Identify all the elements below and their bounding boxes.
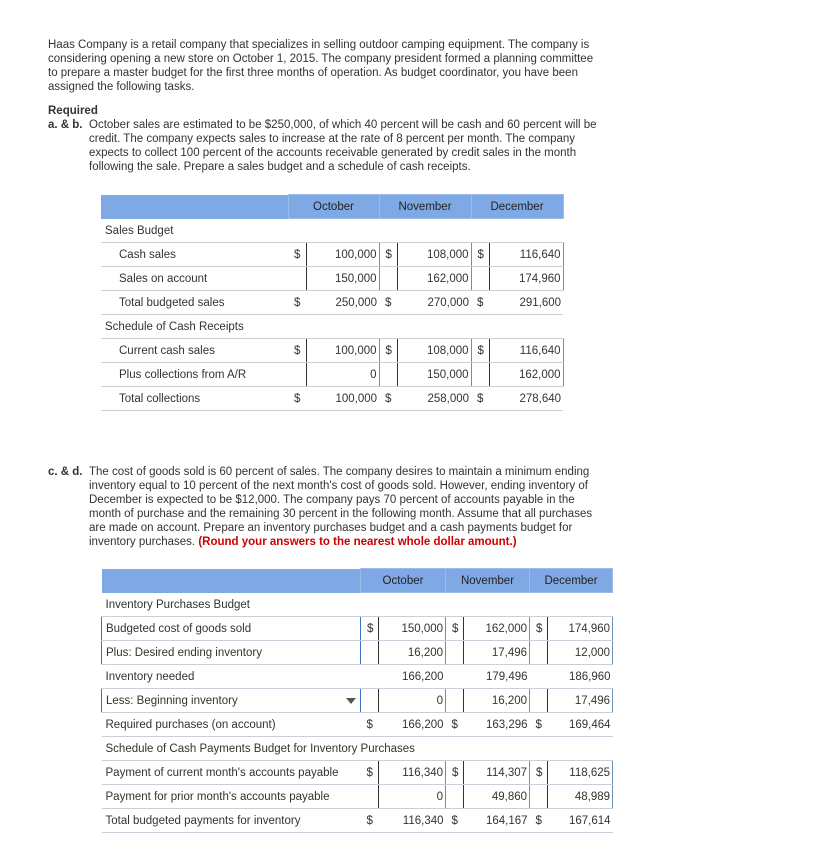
row-label: Inventory needed: [102, 665, 361, 689]
dropdown-value: Less: Beginning inventory: [106, 694, 238, 707]
currency-symbol: $: [361, 713, 379, 737]
value-input[interactable]: 116,640: [489, 243, 563, 267]
table-row: [101, 363, 563, 387]
table-row: [101, 339, 563, 363]
value-input[interactable]: 0: [306, 363, 379, 387]
value-input[interactable]: 174,960: [548, 617, 613, 641]
header-october: October: [288, 195, 379, 219]
currency-symbol: $: [379, 339, 397, 363]
row-label-input[interactable]: Budgeted cost of goods sold: [102, 617, 361, 641]
section-sales-budget: Sales Budget: [101, 219, 563, 243]
table-row: [101, 291, 563, 315]
cd-line: are made on account. Prepare an inventory purchases budget and a cash payments budget for: [89, 522, 573, 534]
row-label: Current cash sales: [101, 339, 288, 363]
table-row: [102, 713, 613, 737]
value-input[interactable]: 150,000: [379, 617, 446, 641]
ab-line: following the sale. Prepare a sales budget and a schedule of cash receipts.: [89, 161, 471, 173]
currency-symbol: [446, 665, 464, 689]
currency-symbol: $: [446, 713, 464, 737]
currency-symbol: [361, 641, 379, 665]
section-cash-receipts: Schedule of Cash Receipts: [101, 315, 563, 339]
section-row: [102, 737, 613, 761]
currency-symbol: [361, 689, 379, 713]
value-input[interactable]: 116,640: [489, 339, 563, 363]
currency-symbol: $: [379, 243, 397, 267]
value-cell: 291,600: [489, 291, 563, 315]
currency-symbol: $: [288, 243, 306, 267]
row-label: Plus collections from A/R: [101, 363, 288, 387]
cd-last-plain: inventory purchases.: [89, 536, 196, 548]
currency-symbol: [361, 665, 379, 689]
value-input[interactable]: 162,000: [489, 363, 563, 387]
value-cell: 169,464: [548, 713, 613, 737]
cd-label: c. & d.: [48, 466, 83, 478]
beginning-inventory-dropdown[interactable]: [102, 689, 361, 713]
currency-symbol: $: [288, 339, 306, 363]
value-input[interactable]: 108,000: [397, 339, 471, 363]
row-label-input[interactable]: Plus: Desired ending inventory: [102, 641, 361, 665]
row-label: Required purchases (on account): [102, 713, 361, 737]
currency-symbol: [379, 267, 397, 291]
intro-line: Haas Company is a retail company that specializes in selling outdoor camping equipment. The company is: [48, 39, 590, 51]
ab-line: expects to collect 100 percent of the accounts receivable generated by credit sales in the month: [89, 147, 577, 159]
currency-symbol: $: [530, 809, 548, 833]
currency-symbol: $: [446, 809, 464, 833]
currency-symbol: $: [530, 713, 548, 737]
currency-symbol: $: [379, 291, 397, 315]
value-input[interactable]: 12,000: [548, 641, 613, 665]
header-december: December: [471, 195, 563, 219]
table-row: [102, 617, 613, 641]
currency-symbol: [446, 785, 464, 809]
row-label: Total budgeted payments for inventory: [102, 809, 361, 833]
table-row: [101, 267, 563, 291]
value-input[interactable]: 174,960: [489, 267, 563, 291]
currency-symbol: $: [471, 387, 489, 411]
row-label: Payment of current month's accounts payable: [102, 761, 361, 785]
value-cell: 163,296: [464, 713, 530, 737]
currency-symbol: $: [446, 617, 464, 641]
value-input[interactable]: 17,496: [464, 641, 530, 665]
value-cell: 116,340: [379, 809, 446, 833]
currency-symbol: $: [446, 761, 464, 785]
value-input[interactable]: 114,307: [464, 761, 530, 785]
value-cell: 166,200: [379, 665, 446, 689]
table-header-row: [101, 195, 563, 219]
section-inventory-purchases: Inventory Purchases Budget: [102, 593, 613, 617]
row-label: Total collections: [101, 387, 288, 411]
header-blank: [101, 195, 288, 219]
value-cell: 270,000: [397, 291, 471, 315]
value-input[interactable]: 0: [379, 689, 446, 713]
ab-line: credit. The company expects sales to increase at the rate of 8 percent per month. The company: [89, 133, 576, 145]
value-input[interactable]: 100,000: [306, 339, 379, 363]
value-cell: 250,000: [306, 291, 379, 315]
table-row: [102, 761, 613, 785]
row-label: Payment for prior month's accounts payable: [102, 785, 361, 809]
row-label: Cash sales: [101, 243, 288, 267]
currency-symbol: [530, 785, 548, 809]
intro-line: to prepare a master budget for the first three months of operation. As budget coordinator, you have been: [48, 67, 578, 79]
table-row: [102, 641, 613, 665]
row-label: Sales on account: [101, 267, 288, 291]
value-cell: 166,200: [379, 713, 446, 737]
cd-line: December is expected to be $12,000. The company pays 70 percent of accounts payable in the: [89, 494, 575, 506]
currency-symbol: [530, 641, 548, 665]
currency-symbol: $: [361, 761, 379, 785]
value-cell: 186,960: [548, 665, 613, 689]
currency-symbol: $: [471, 243, 489, 267]
section-row: [101, 219, 563, 243]
value-cell: 179,496: [464, 665, 530, 689]
value-input[interactable]: 118,625: [548, 761, 613, 785]
header-november: November: [379, 195, 471, 219]
table-row: [102, 665, 613, 689]
row-label: Total budgeted sales: [101, 291, 288, 315]
value-input[interactable]: 108,000: [397, 243, 471, 267]
currency-symbol: [471, 267, 489, 291]
cd-line: month of purchase and the remaining 30 percent in the following month. Assume that all purchases: [89, 508, 593, 520]
header-blank: [102, 569, 361, 593]
table-row: [102, 689, 613, 713]
header-december: December: [530, 569, 613, 593]
section-row: [101, 315, 563, 339]
rounding-instruction: (Round your answers to the nearest whole dollar amount.): [198, 536, 517, 548]
currency-symbol: [530, 665, 548, 689]
intro-line: considering opening a new store on October 1, 2015. The company president formed a planning committee: [48, 53, 594, 65]
value-input[interactable]: 116,340: [379, 761, 446, 785]
value-input[interactable]: 150,000: [397, 363, 471, 387]
inventory-purchases-table: [101, 568, 613, 833]
ab-label: a. & b.: [48, 119, 83, 131]
value-input[interactable]: 16,200: [464, 689, 530, 713]
value-input[interactable]: 0: [379, 785, 446, 809]
chevron-down-icon: [346, 698, 356, 704]
currency-symbol: $: [530, 617, 548, 641]
value-cell: 258,000: [397, 387, 471, 411]
currency-symbol: [379, 363, 397, 387]
cd-line: The cost of goods sold is 60 percent of sales. The company desires to maintain a minimum ending: [89, 466, 590, 478]
currency-symbol: [288, 267, 306, 291]
ab-line: October sales are estimated to be $250,000, of which 40 percent will be cash and 60 percent will be: [89, 119, 597, 131]
currency-symbol: $: [379, 387, 397, 411]
cd-line-last: [89, 535, 517, 549]
currency-symbol: [471, 363, 489, 387]
header-november: November: [446, 569, 530, 593]
value-input[interactable]: 162,000: [397, 267, 471, 291]
sales-budget-table: [101, 194, 564, 411]
value-input[interactable]: 17,496: [548, 689, 613, 713]
currency-symbol: $: [361, 617, 379, 641]
table-row: [101, 387, 563, 411]
value-input[interactable]: 100,000: [306, 243, 379, 267]
value-input[interactable]: 48,989: [548, 785, 613, 809]
currency-symbol: [530, 689, 548, 713]
header-october: October: [361, 569, 446, 593]
value-cell: 278,640: [489, 387, 563, 411]
required-heading: Required: [48, 105, 98, 117]
currency-symbol: $: [288, 291, 306, 315]
intro-line: assigned the following tasks.: [48, 81, 195, 93]
currency-symbol: [446, 689, 464, 713]
value-input[interactable]: 162,000: [464, 617, 530, 641]
table-row: [101, 243, 563, 267]
value-cell: 164,167: [464, 809, 530, 833]
currency-symbol: [446, 641, 464, 665]
currency-symbol: $: [530, 761, 548, 785]
value-cell: 100,000: [306, 387, 379, 411]
table-header-row: [102, 569, 613, 593]
value-cell: 167,614: [548, 809, 613, 833]
currency-symbol: [361, 785, 379, 809]
value-input[interactable]: 49,860: [464, 785, 530, 809]
currency-symbol: $: [471, 291, 489, 315]
currency-symbol: $: [361, 809, 379, 833]
currency-symbol: [288, 363, 306, 387]
cd-line: inventory equal to 10 percent of the next month's cost of goods sold. However, ending inventory of: [89, 480, 588, 492]
value-input[interactable]: 16,200: [379, 641, 446, 665]
value-input[interactable]: 150,000: [306, 267, 379, 291]
section-cash-payments: Schedule of Cash Payments Budget for Inventory Purchases: [102, 737, 613, 761]
currency-symbol: $: [471, 339, 489, 363]
table-row: [102, 809, 613, 833]
currency-symbol: $: [288, 387, 306, 411]
table-row: [102, 785, 613, 809]
section-row: [102, 593, 613, 617]
